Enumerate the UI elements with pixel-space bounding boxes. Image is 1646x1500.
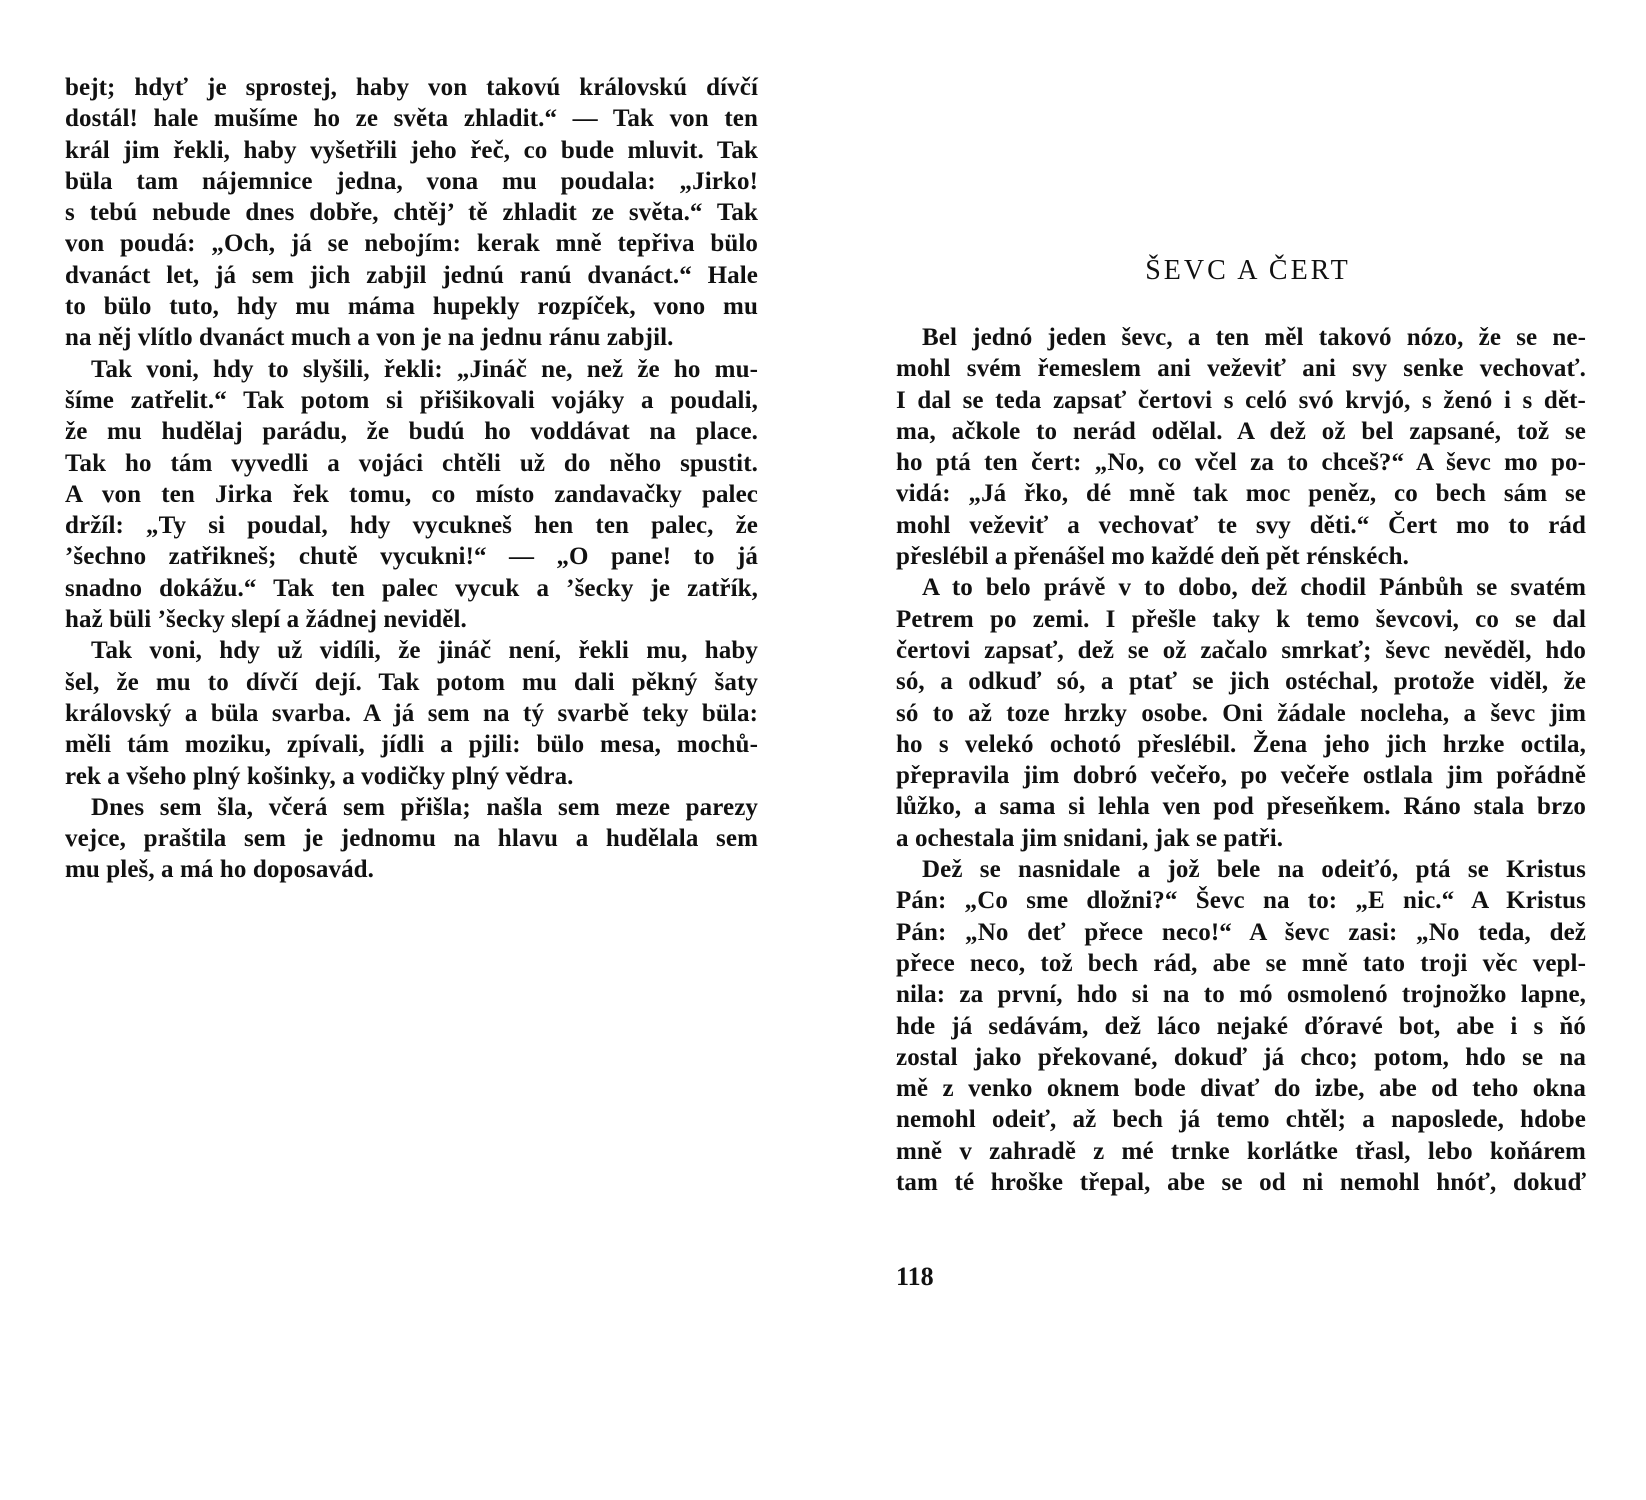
text-line: mně v zahradě z mé trnke korlátke třasl, lebo koňárem [896, 1137, 1586, 1165]
text-line: královský a büla svarba. A já sem na tý svarbě teky büla: [65, 699, 758, 727]
text-line: büla tam nájemnice jedna, vona mu poudala: „Jirko! [65, 167, 758, 195]
text-line: ’šechno zatřikneš; chutě vycukni!“ — „O pane! to já [65, 543, 758, 571]
page-number: 118 [896, 1262, 934, 1291]
text-line: čertovi zapsať, dež se ož začalo smrkať; ševc nevěděl, hdo [896, 636, 1586, 664]
left-page [0, 0, 800, 1500]
text-line: na něj vlítlo dvanáct much a von je na jednu ránu zabjil. [65, 324, 674, 352]
text-line: to bülo tuto, hdy mu máma hupekly rozpíček, vono mu [65, 293, 758, 321]
text-line: haž büli ’šecky slepí a žádnej neviděl. [65, 606, 467, 634]
chapter-title: ŠEVC A ČERT [1145, 255, 1351, 286]
text-line: nemohl odeiť, až bech já temo chtěl; a naposlede, hdobe [896, 1106, 1586, 1134]
text-line: že mu hudělaj parádu, že budú ho voddávat na place. [65, 418, 758, 446]
text-line: a ochestala jim snidani, jak se patři. [896, 824, 1284, 852]
text-line: hde já sedávám, dež láco nejaké ďóravé bot, abe i s ňó [896, 1012, 1586, 1040]
text-line: mohl svém řemeslem ani veževiť ani svy senke vechovať. [896, 355, 1586, 383]
text-line: lůžko, a sama si lehla ven pod přeseňkem. Ráno stala brzo [896, 793, 1586, 821]
right-page-text [896, 322, 1586, 1198]
text-line: mu pleš, a má ho doposavád. [65, 856, 375, 884]
text-line: Tak voni, hdy už vidíli, že jináč není, řekli mu, haby [91, 637, 758, 665]
text-line: přeslébil a přenášel mo každé deň pět rénskéch. [896, 543, 1410, 571]
text-line: dvanáct let, já sem jich zabjil jednú ranú dvanáct.“ Hale [65, 261, 758, 289]
text-line: Tak voni, hdy to slyšili, řekli: „Jináč ne, než že ho mu- [91, 355, 758, 383]
text-line: tam té hroške třepal, abe se od ni nemohl hnóť, dokuď [896, 1169, 1586, 1197]
text-line: A von ten Jirka řek tomu, co místo zandavačky palec [65, 480, 758, 508]
text-line: mě z venko oknem bode divať do izbe, abe od teho okna [896, 1075, 1586, 1103]
text-line: Tak ho tám vyvedli a vojáci chtěli už do něho spustit. [65, 449, 758, 477]
text-line: von poudá: „Och, já se nebojím: kerak mně tepřiva bülo [65, 230, 758, 258]
text-line: rek a všeho plný košinky, a vodičky plný vědra. [65, 762, 574, 790]
text-line: Pán: „No deť přece neco!“ A ševc zasi: „No teda, dež [896, 918, 1586, 946]
text-line: přece neco, tož bech rád, abe se mně tato troji věc vepl- [896, 949, 1586, 977]
text-line: Bel jednó jeden ševc, a ten měl takovó nózo, že se ne- [922, 324, 1586, 351]
text-line: ho s velekó ochotó přeslébil. Žena jeho jich hrzke octila, [896, 730, 1586, 758]
right-page [820, 0, 1646, 1500]
text-line: Pán: „Co sme dložni?“ Ševc na to: „E nic.“ A Kristus [896, 887, 1586, 915]
text-line: zostal jako překované, dokuď já chco; potom, hdo se na [896, 1043, 1586, 1071]
text-line: přepravila jim dobró večeřo, po večeře ostlala jim pořádně [896, 762, 1586, 790]
text-line: mohl veževiť a vechovať te svy děti.“ Čert mo to rád [896, 511, 1586, 539]
text-line: měli tám moziku, zpívali, jídli a pjili: bülo mesa, mochů- [65, 731, 758, 759]
text-line: só to až toze hrzky osobe. Oni žádale nocleha, a ševc jim [896, 699, 1586, 727]
text-line: bejt; hdyť je sprostej, haby von takovú královskú dívčí [65, 74, 758, 101]
text-line: Dnes sem šla, včerá sem přišla; našla sem meze parezy [91, 793, 758, 821]
text-line: A to belo právě v to dobo, dež chodil Pánbůh se svatém [922, 574, 1586, 602]
left-page-text [65, 72, 758, 886]
text-line: držíl: „Ty si poudal, hdy vycukneš hen ten palec, že [65, 512, 758, 540]
text-line: I dal se teda zapsať čertovi s celó svó krvjó, s ženó i s dět- [896, 386, 1586, 414]
text-line: šel, že mu to dívčí dejí. Tak potom mu dali pěkný šaty [65, 668, 758, 696]
text-line: só, a odkuď só, a ptať se jich ostéchal, protože viděl, že [896, 668, 1586, 696]
text-line: Dež se nasnidale a jož bele na odeiťó, ptá se Kristus [922, 856, 1586, 884]
text-line: ho ptá ten čert: „No, co včel za to chceš?“ A ševc mo po- [896, 449, 1586, 477]
text-line: vejce, praštila sem je jednomu na hlavu a hudělala sem [65, 825, 758, 853]
text-line: Petrem po zemi. I přešle taky k temo ševcovi, co se dal [896, 605, 1586, 633]
text-line: nila: za první, hdo si na to mó osmolenó trojnožko lapne, [896, 981, 1586, 1009]
text-line: šíme zatřelit.“ Tak potom si přišikovali vojáky a poudali, [65, 386, 758, 414]
text-line: král jim řekli, haby vyšetřili jeho řeč, co bude mluvit. Tak [65, 136, 758, 164]
text-line: ma, ačkole to nerád odělal. A dež ož bel zapsané, tož se [896, 417, 1586, 445]
text-line: snadno dokážu.“ Tak ten palec vycuk a ’šecky je zatřík, [65, 574, 758, 602]
text-line: s tebú nebude dnes dobře, chtěj’ tě zhladit ze světa.“ Tak [65, 199, 758, 227]
text-line: vidá: „Já řko, dé mně tak moc peněz, co bech sám se [896, 480, 1586, 508]
text-line: dostál! hale mušíme ho ze světa zhladit.“ — Tak von ten [65, 105, 758, 133]
